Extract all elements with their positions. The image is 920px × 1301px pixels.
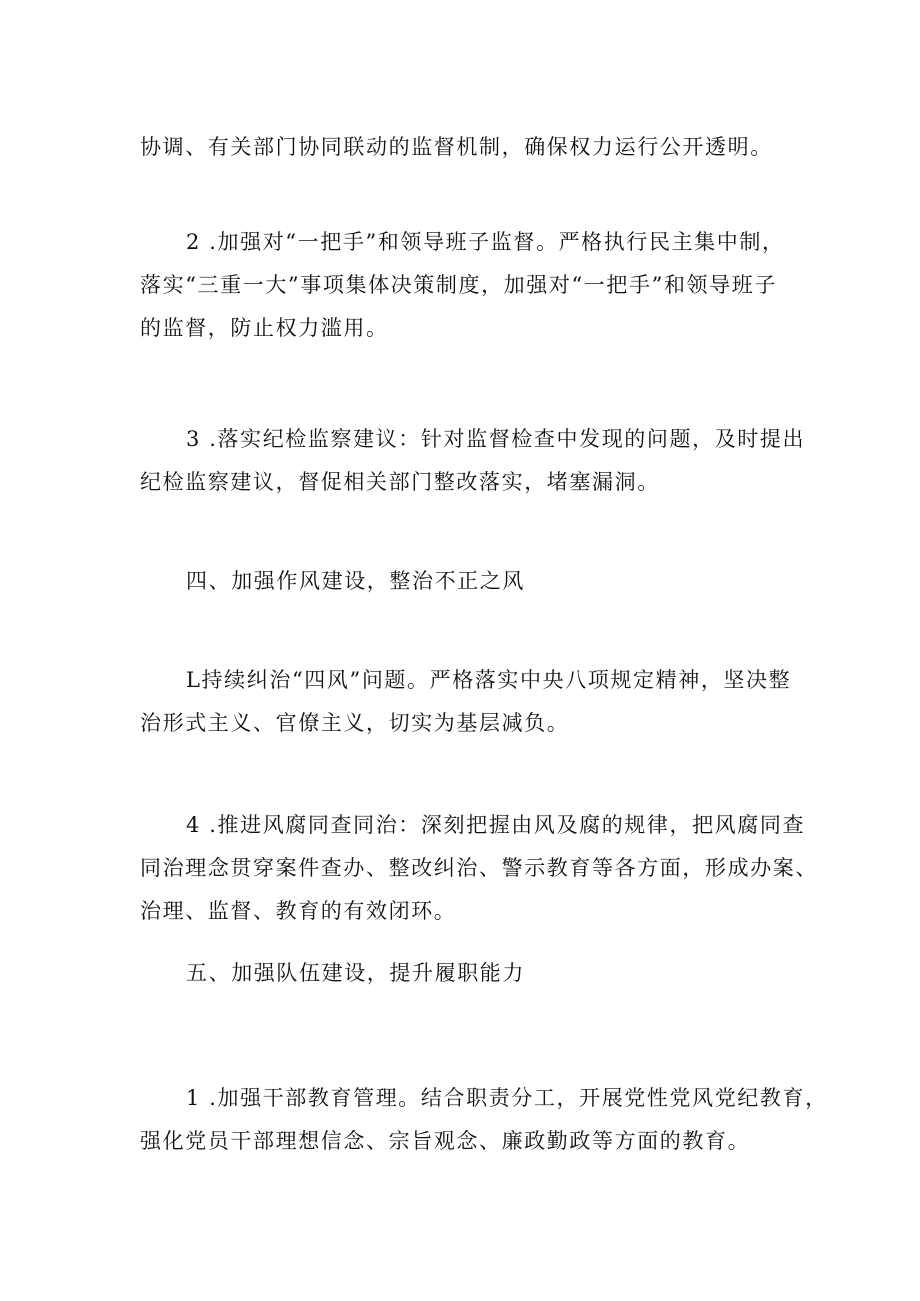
text-line: 治形式主义、官僚主义，切实为基层减负。: [140, 711, 570, 735]
text-line: 落实“三重一大”事项集体决策制度，加强对“一把手”和领导班子: [140, 273, 777, 297]
text-line: 强化党员干部理想信念、宗旨观念、廉政勤政等方面的教育。: [140, 1129, 751, 1153]
text-line: 纪检监察建议，督促相关部门整改落实，堵塞漏洞。: [140, 470, 660, 494]
text-line: 同治理念贯穿案件查办、整改纠治、警示教育等各方面，形成办案、: [140, 856, 818, 880]
text-line: 协调、有关部门协同联动的监督机制，确保权力运行公开透明。: [140, 135, 773, 159]
text-line: 4 .推进风腐同查同治：深刻把握由风及腐的规律，把风腐同查: [186, 813, 806, 837]
text-line: 治理、监督、教育的有效闭环。: [140, 899, 457, 923]
paragraph-inspection-suggestions: [140, 418, 806, 504]
text-line: 1 .加强干部教育管理。结合职责分工，开展党性党风党纪教育，: [186, 1086, 828, 1110]
text-line: L持续纠治“四风”问题。严格落实中央八项规定精神，坚决整: [186, 668, 792, 692]
text-line: 的监督，防止权力滥用。: [140, 316, 389, 340]
paragraph-cadre-education: [140, 1077, 828, 1163]
paragraph-supervision-mechanism: [140, 126, 800, 169]
section-heading-style-building: 四、加强作风建设，整治不正之风: [186, 569, 525, 593]
paragraph-leader-supervision: [140, 221, 800, 350]
section-heading-team-building: 五、加强队伍建设，提升履职能力: [186, 961, 525, 985]
paragraph-four-winds: [140, 659, 800, 745]
text-line: 3 .落实纪检监察建议：针对监督检查中发现的问题，及时提出: [186, 427, 806, 451]
paragraph-wind-corruption: [140, 804, 818, 933]
text-line: 2 .加强对“一把手”和领导班子监督。严格执行民主集中制，: [186, 230, 785, 254]
